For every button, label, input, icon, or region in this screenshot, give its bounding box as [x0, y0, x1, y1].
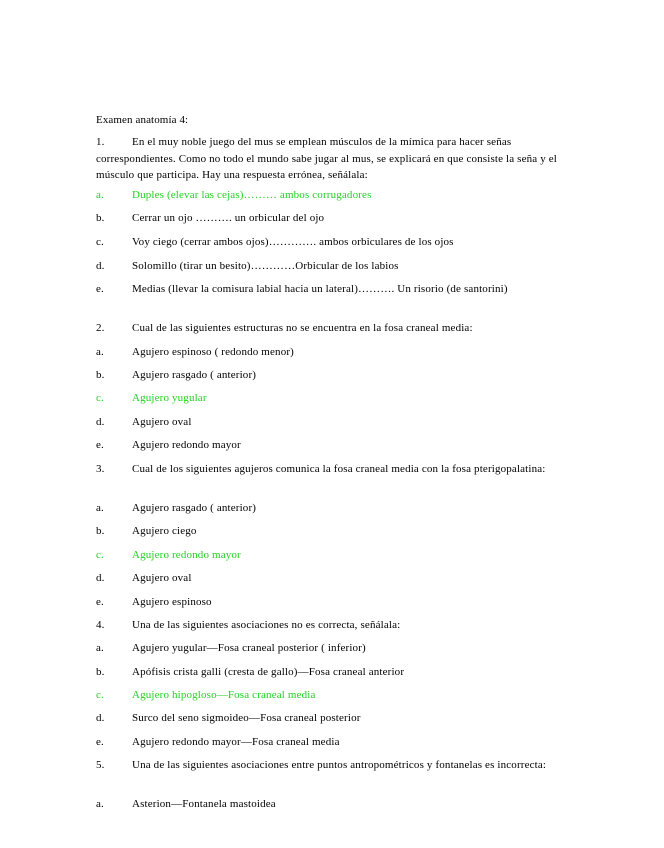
option-1a [96, 187, 564, 204]
option-letter: c. [96, 549, 104, 561]
question-number: 4. [96, 619, 105, 631]
option-letter: c. [96, 236, 104, 248]
question-2 [96, 320, 564, 337]
option-text: Agujero oval [132, 416, 192, 428]
option-3c [96, 547, 564, 564]
option-letter: a. [96, 189, 104, 201]
question-number: 5. [96, 759, 105, 771]
option-text: Voy ciego (cerrar ambos ojos)…………. ambos orbiculares de los ojos [132, 236, 454, 248]
question-4 [96, 617, 564, 634]
option-letter: a. [96, 642, 104, 654]
option-4e [96, 734, 564, 751]
option-3d [96, 570, 564, 587]
question-text: Cual de los siguientes agujeros comunica la fosa craneal media con la fosa pterigopalatina: [132, 463, 546, 475]
option-4d [96, 710, 564, 727]
option-text: Agujero rasgado ( anterior) [132, 502, 257, 514]
option-text: Agujero espinoso [132, 596, 212, 608]
option-4c [96, 687, 564, 704]
option-3b [96, 523, 564, 540]
option-text: Agujero espinoso ( redondo menor) [132, 346, 294, 358]
question-number: 3. [96, 463, 105, 475]
question-text: En el muy noble juego del mus se emplean músculos de la mímica para hacer señas correspondientes. Como no todo el mundo sabe jugar al mus, se explicará en que consiste la seña y el músculo que participa. Hay una respuesta errónea, señálala: [96, 136, 557, 181]
option-2e [96, 437, 564, 454]
option-letter: b. [96, 666, 105, 678]
option-text: Agujero hipogloso—Fosa craneal media [132, 689, 316, 701]
question-number: 1. [96, 136, 105, 148]
option-letter: e. [96, 283, 104, 295]
option-text: Agujero redondo mayor [132, 549, 241, 561]
question-text: Una de las siguientes asociaciones no es correcta, señálala: [132, 619, 401, 631]
question-1 [96, 134, 564, 184]
option-4b [96, 664, 564, 681]
option-letter: b. [96, 212, 105, 224]
option-letter: d. [96, 260, 105, 272]
option-text: Asterion—Fontanela mastoidea [132, 798, 276, 810]
option-1d [96, 258, 564, 275]
option-letter: d. [96, 416, 105, 428]
question-5 [96, 757, 564, 774]
option-1e [96, 281, 564, 298]
option-letter: c. [96, 392, 104, 404]
option-letter: b. [96, 369, 105, 381]
option-2a [96, 344, 564, 361]
option-text: Agujero yugular [132, 392, 207, 404]
option-text: Agujero rasgado ( anterior) [132, 369, 257, 381]
option-4a [96, 640, 564, 657]
option-3a [96, 500, 564, 517]
option-letter: c. [96, 689, 104, 701]
option-text: Solomillo (tirar un besito)…………Orbicular de los labios [132, 260, 399, 272]
option-letter: e. [96, 439, 104, 451]
option-letter: d. [96, 572, 105, 584]
option-letter: e. [96, 736, 104, 748]
option-letter: a. [96, 798, 104, 810]
option-text: Agujero redondo mayor [132, 439, 241, 451]
option-letter: d. [96, 712, 105, 724]
option-text: Apófisis crista galli (cresta de gallo)—Fosa craneal anterior [132, 666, 405, 678]
option-letter: a. [96, 502, 104, 514]
question-text: Una de las siguientes asociaciones entre puntos antropométricos y fontanelas es incorrecta: [132, 759, 547, 771]
option-3e [96, 594, 564, 611]
question-text: Cual de las siguientes estructuras no se encuentra en la fosa craneal media: [132, 322, 473, 334]
option-1b [96, 210, 564, 227]
question-3 [96, 461, 564, 478]
option-text: Surco del seno sigmoideo—Fosa craneal posterior [132, 712, 361, 724]
option-letter: e. [96, 596, 104, 608]
option-letter: a. [96, 346, 104, 358]
option-1c [96, 234, 564, 251]
option-2b [96, 367, 564, 384]
option-text: Agujero redondo mayor—Fosa craneal media [132, 736, 340, 748]
question-number: 2. [96, 322, 105, 334]
option-text: Agujero yugular—Fosa craneal posterior ( inferior) [132, 642, 366, 654]
option-text: Cerrar un ojo ………. un orbicular del ojo [132, 212, 325, 224]
option-2d [96, 414, 564, 431]
option-letter: b. [96, 525, 105, 537]
document-title: Examen anatomía 4: [96, 114, 189, 126]
option-text: Agujero ciego [132, 525, 197, 537]
option-2c [96, 390, 564, 407]
option-text: Duples (elevar las cejas)……… ambos corrugadores [132, 189, 372, 201]
option-text: Agujero oval [132, 572, 192, 584]
option-5a [96, 796, 564, 813]
option-text: Medias (llevar la comisura labial hacia un lateral)………. Un risorio (de santorini) [132, 283, 508, 295]
